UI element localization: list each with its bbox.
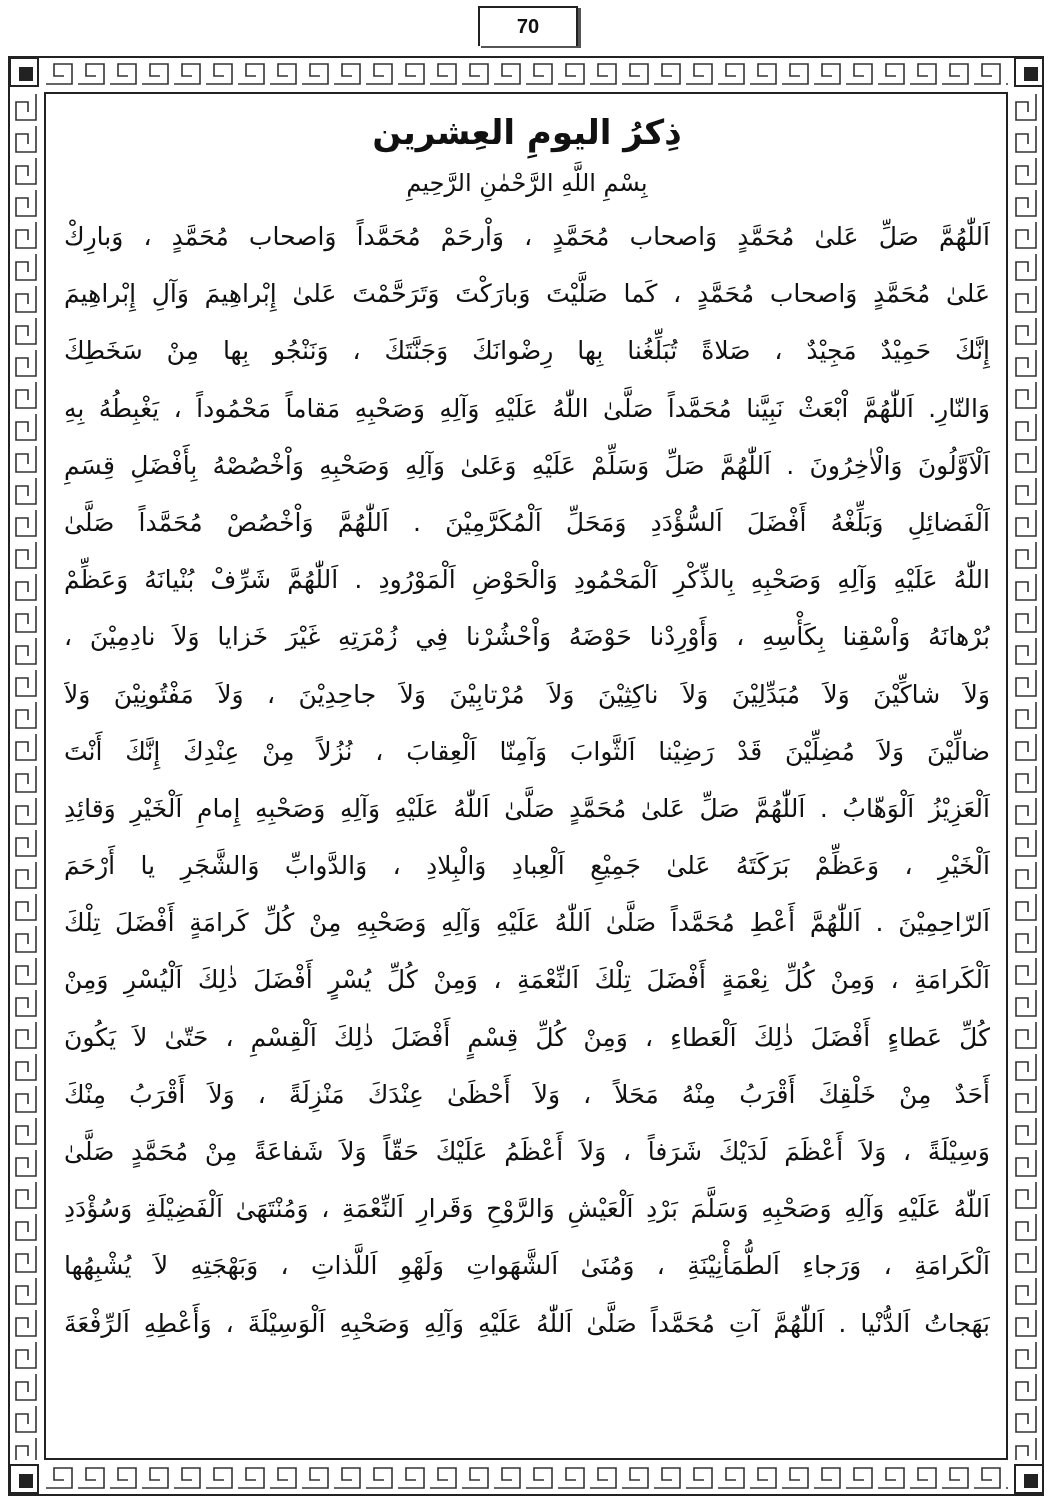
- corner-ornament-top-left: [9, 57, 39, 87]
- text-line: وَلاَ شاكِّيْنَ وَلاَ مُبَدِّلِيْنَ وَلاَ ناكِثِيْنَ وَلاَ مُرْتابِيْنَ وَلاَ جاحِدِيْنَ ، وَلاَ مَفْتُونِيْنَ وَلاَ: [64, 679, 990, 709]
- text-line: اَلْخَيْرِ ، وَعَظِّمْ بَرَكَتَهُ عَلىٰ جَمِيْعِ اَلْعِبادِ وَالْبِلادِ ، وَالدَّوابِّ وَالشَّجَرِ يا أَرْحَمَ: [64, 851, 990, 881]
- border-pattern-bottom: [44, 1462, 1008, 1494]
- text-line: اللّٰهُ عَلَيْهِ وَآلِهِ وَصَحْبِهِ بِالذِّكْرِ اَلْمَحْمُودِ وَالْحَوْضِ اَلْمَوْرُودِ . اَللّٰهُمَّ شَرِّفْ بُنْيانَهُ وَعَظِّمْ: [64, 565, 990, 595]
- text-line: اَللّٰهُ عَلَيْهِ وَآلِهِ وَصَحْبِهِ وَسَلَّمَ بَرْدِ اَلْعَيْشِ وَالرَّوْحِ وَقَرارِ اَلنِّعْمَةِ ، وَمُنْتَهَىٰ اَلْفَضِيْلَةِ وَسُؤْدَدِ: [64, 1194, 990, 1224]
- corner-ornament-top-right: [1014, 57, 1044, 87]
- text-line: اَلْعَزِيْزُ اَلْوَهّابُ . اَللّٰهُمَّ صَلِّ عَلىٰ مُحَمَّدٍ صَلَّىٰ اَللّٰهُ عَلَيْهِ وَآلِهِ وَصَحْبِهِ إِمامِ اَلْخَيْرِ وَقائِدِ: [64, 793, 990, 823]
- text-line: اَللّٰهُمَّ صَلِّ عَلىٰ مُحَمَّدٍ وَاصحاب مُحَمَّدٍ ، وَاْرحَمْ مُحَمَّداً وَاصحاب مُحَمَّدٍ ، وَبارِكْ: [64, 222, 990, 251]
- corner-ornament-bottom-left: [9, 1464, 39, 1494]
- text-line: اَلْكَرامَةِ ، وَرَجاءِ اَلطُّمَأْنِيْنَةِ ، وَمُنَىٰ اَلشَّهَواتِ وَلَهْوِ اَللَّذاتِ ، وَبَهْجَتِهِ لاَ يُشْبِهُها: [64, 1251, 990, 1281]
- page-title: ذِكرُ اليومِ العِشرين: [372, 113, 682, 153]
- text-line: بُرْهانَهُ وَاْسْقِنا بِكَأْسِهِ ، وَأَوْرِدْنا حَوْضَهُ وَاْحْشُرْنا فِي زُمْرَتِهِ غَيْرَ خَزايا وَلاَ نادِمِيْنَ ،: [64, 622, 990, 652]
- text-line: وَالنّارِ. اَللّٰهُمَّ اْبْعَثْ نَبِيَّنا مُحَمَّداً صَلَّىٰ اللّٰهُ عَلَيْهِ وَآلِهِ وَصَحْبِهِ مَقاماً مَحْمُوداً ، يَغْبِطُهُ بِهِ: [64, 393, 990, 423]
- text-line: اَلْكَرامَةِ ، وَمِنْ كُلِّ نِعْمَةٍ أَفْضَلَ تِلْكَ اَلنِّعْمَةِ ، وَمِنْ كُلِّ يُسْرٍ أَفْضَلَ ذٰلِكَ اَلْيُسْرِ وَمِنْ: [64, 965, 990, 995]
- text-line: عَلىٰ مُحَمَّدٍ وَاصحاب مُحَمَّدٍ ، كَما صَلَّيْتَ وَبارَكْتَ وَتَرَحَّمْتَ عَلىٰ إِبْراهِيمَ وَآلِ إِبْراهِيمَ: [64, 279, 990, 309]
- text-line: كُلِّ عَطاءٍ أَفْضَلَ ذٰلِكَ اَلْعَطاءِ ، وَمِنْ كُلِّ قِسْمٍ أَفْضَلَ ذٰلِكَ اَلْقِسْمِ ، حَتّىٰ لاَ يَكُونَ: [64, 1022, 990, 1052]
- text-line: ضالِّيْنَ وَلاَ مُضِلِّيْنَ قَدْ رَضِيْنا اَلثَّوابَ وَآمِنّا اَلْعِقابَ ، نُزُلاً مِنْ عِنْدِكَ إِنَّكَ أَنْتَ: [64, 736, 990, 766]
- text-line: بَهَجاتُ اَلدُّنْيا . اَللّٰهُمَّ آتِ مُحَمَّداً صَلَّىٰ اَللّٰهُ عَلَيْهِ وَآلِهِ وَصَحْبِهِ اَلْوَسِيْلَةَ ، وَأَعْطِهِ اَلرِّفْعَةَ: [64, 1308, 990, 1338]
- border-pattern-top: [44, 58, 1008, 90]
- text-line: أَحَدٌ مِنْ خَلْقِكَ أَقْرَبُ مِنْهُ مَحَلاً ، وَلاَ أَحْظَىٰ عِنْدَكَ مَنْزِلَةً ، وَلاَ أَقْرَبُ مِنْكَ: [64, 1079, 990, 1109]
- border-pattern-right: [1010, 92, 1042, 1460]
- corner-ornament-bottom-right: [1014, 1464, 1044, 1494]
- page-number: 70: [478, 6, 578, 46]
- text-line: اَلرّاحِمِيْنَ . اَللّٰهُمَّ أَعْطِ مُحَمَّداً صَلَّىٰ اَللّٰهُ عَلَيْهِ وَآلِهِ وَصَحْبِهِ مِنْ كُلِّ كَرامَةٍ أَفْضَلَ تِلْكَ: [64, 908, 990, 938]
- text-line: إِنَّكَ حَمِيْدٌ مَجِيْدٌ ، صَلاةً تُبَلِّغُنا بِها رِضْوانَكَ وَجَنَّتَكَ ، وَنَنْجُو بِها مِنْ سَخَطِكَ: [64, 336, 990, 366]
- border-pattern-left: [10, 92, 42, 1460]
- prayer-text: [64, 208, 990, 1352]
- text-line: وَسِيْلَةً ، وَلاَ أَعْظَمَ لَدَيْكَ شَرَفاً ، وَلاَ أَعْظَمُ عَلَيْكَ حَقّاً وَلاَ شَفاعَةً مِنْ مُحَمَّدٍ صَلَّىٰ: [64, 1137, 990, 1166]
- text-line: اَلْفَضائِلِ وَبَلِّغْهُ أَفْضَلَ اَلسُّؤْدَدِ وَمَحَلِّ اَلْمُكَرَّمِيْنَ . اَللّٰهُمَّ وَاْخْصُصْ مُحَمَّداً صَلَّىٰ: [64, 507, 990, 537]
- text-line: اَلْاَوَّلُونَ وَالْاٰخِرُونَ . اَللّٰهُمَّ صَلِّ وَسَلِّمْ عَلَيْهِ وَعَلىٰ وَآلِهِ وَصَحْبِهِ وَاْخْصُصْهُ بِأَفْضَلِ قِسَمِ: [64, 450, 990, 480]
- basmala: بِسْمِ اللَّهِ الرَّحْمٰنِ الرَّحِيمِ: [406, 169, 648, 197]
- page-content: [64, 100, 990, 1450]
